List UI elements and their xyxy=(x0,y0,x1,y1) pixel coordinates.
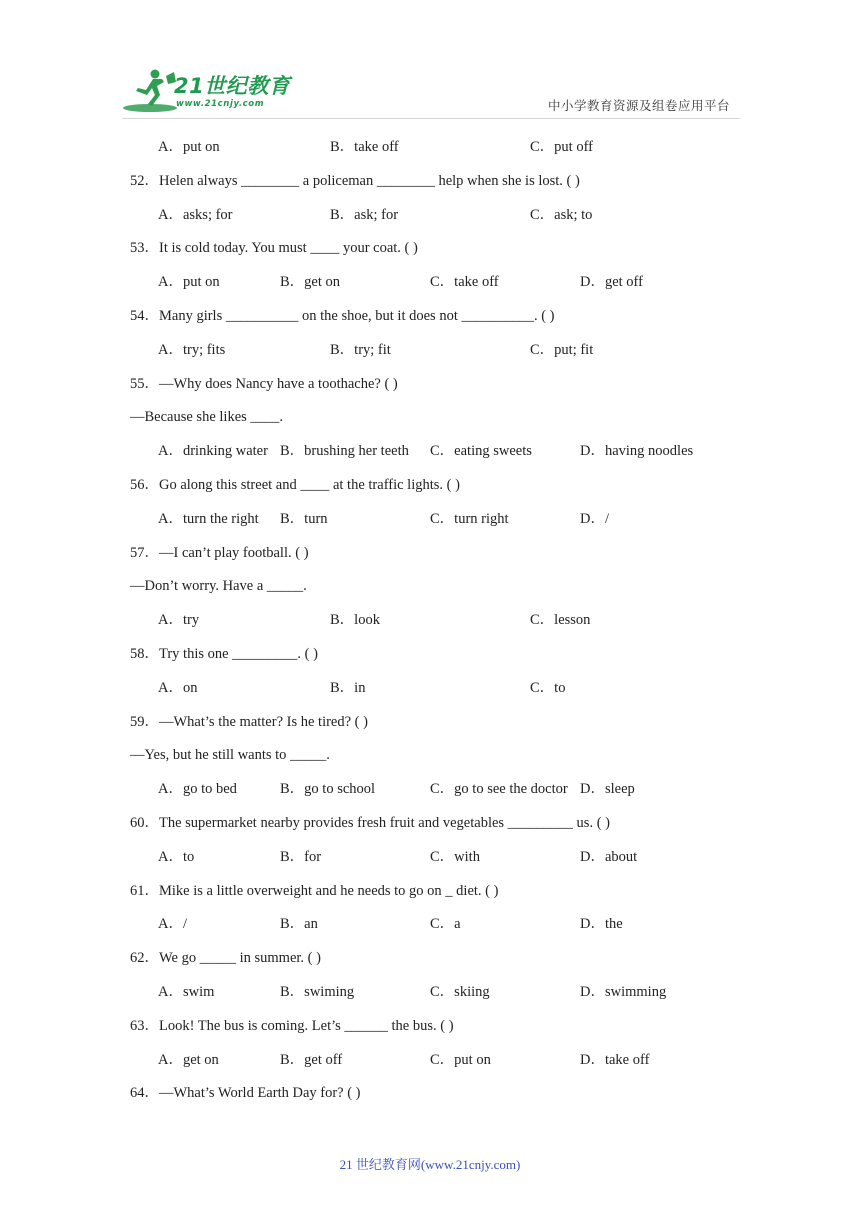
answer-option: A．on xyxy=(158,679,198,696)
question-text: 53．It is cold today. You must ____ your coat. ( ) xyxy=(130,240,418,257)
answer-option: C．to xyxy=(530,679,566,696)
answer-option: C．ask; to xyxy=(530,206,593,223)
platform-tagline: 中小学教育资源及组卷应用平台 xyxy=(547,98,730,113)
answer-option: C．lesson xyxy=(530,612,591,629)
answer-option: D．swimming xyxy=(580,984,667,1000)
answer-option: B．get off xyxy=(280,1051,343,1068)
answer-option: D．about xyxy=(580,848,638,865)
answer-option: A．try; fits xyxy=(158,341,226,358)
answer-option: C．put off xyxy=(530,139,593,155)
answer-option: C．take off xyxy=(430,274,499,291)
answer-option: A．go to bed xyxy=(158,781,237,798)
question-text: 55．—Why does Nancy have a toothache? ( ) xyxy=(130,375,398,392)
answer-option: D．having noodles xyxy=(580,443,694,460)
question-text: 58．Try this one _________. ( ) xyxy=(130,646,318,662)
answer-option: C．turn right xyxy=(430,510,509,527)
logo-text: 21世纪教育 xyxy=(174,74,291,98)
answer-option: C．put on xyxy=(430,1051,491,1068)
answer-option: A．turn the right xyxy=(158,510,259,527)
question-text: —Because she likes ____. xyxy=(130,409,284,426)
question-text: 62．We go _____ in summer. ( ) xyxy=(130,950,321,967)
answer-option: A．swim xyxy=(158,984,215,1000)
logo xyxy=(122,68,292,118)
answer-option: B．swiming xyxy=(280,984,355,1000)
answer-option: A．drinking water xyxy=(158,443,268,460)
question-text: 63．Look! The bus is coming. Let’s ______ the bus. ( ) xyxy=(130,1017,454,1034)
page-footer[interactable]: 21 世纪教育网(www.21cnjy.com) xyxy=(339,1157,521,1172)
question-text: 61．Mike is a little overweight and he needs to go on _ diet. ( ) xyxy=(130,882,499,899)
answer-option: B．for xyxy=(280,848,322,865)
page-header xyxy=(0,0,860,130)
answer-option: B．turn xyxy=(280,510,328,527)
answer-option: C．a xyxy=(430,916,461,933)
runner-logo-icon xyxy=(122,68,182,114)
answer-option: A．put on xyxy=(158,139,220,155)
question-text: 56．Go along this street and ____ at the traffic lights. ( ) xyxy=(130,477,460,493)
answer-option: B．go to school xyxy=(280,781,376,798)
answer-option: B．brushing her teeth xyxy=(280,443,409,460)
answer-option: A．to xyxy=(158,848,195,865)
answer-option: D．take off xyxy=(580,1051,650,1068)
question-text: 57．—I can’t play football. ( ) xyxy=(130,544,309,561)
answer-option: B．get on xyxy=(280,274,341,291)
question-text: 60．The supermarket nearby provides fresh fruit and vegetables _________ us. ( ) xyxy=(130,815,610,831)
answer-option: A．put on xyxy=(158,274,220,291)
answer-option: C．skiing xyxy=(430,984,490,1000)
answer-option: A．try xyxy=(158,612,200,629)
logo-url: www.21cnjy.com xyxy=(176,99,265,109)
answer-option: A．asks; for xyxy=(158,206,233,223)
question-text: —Don’t worry. Have a _____. xyxy=(130,578,307,595)
question-text: —Yes, but he still wants to _____. xyxy=(130,747,330,764)
header-divider xyxy=(122,118,740,119)
answer-option: D．sleep xyxy=(580,781,635,798)
answer-option: C．go to see the doctor xyxy=(430,781,568,798)
answer-option: D．get off xyxy=(580,274,643,291)
answer-option: C．put; fit xyxy=(530,341,594,358)
question-text: 59．—What’s the matter? Is he tired? ( ) xyxy=(130,713,368,730)
answer-option: A．/ xyxy=(158,916,187,933)
answer-option: D．the xyxy=(580,916,623,933)
answer-option: B．in xyxy=(330,679,366,696)
answer-option: B．take off xyxy=(330,139,399,155)
answer-option: B．an xyxy=(280,916,318,933)
question-text: 52．Helen always ________ a policeman ________ help when she is lost. ( ) xyxy=(130,172,580,189)
answer-option: B．try; fit xyxy=(330,341,391,358)
answer-option: D．/ xyxy=(580,510,609,527)
answer-option: C．with xyxy=(430,848,480,865)
answer-option: B．ask; for xyxy=(330,206,399,223)
question-text: 54．Many girls __________ on the shoe, but it does not __________. ( ) xyxy=(130,308,555,324)
answer-option: A．get on xyxy=(158,1051,219,1068)
answer-option: B．look xyxy=(330,612,380,629)
answer-option: C．eating sweets xyxy=(430,443,532,460)
question-text: 64．—What’s World Earth Day for? ( ) xyxy=(130,1085,361,1102)
